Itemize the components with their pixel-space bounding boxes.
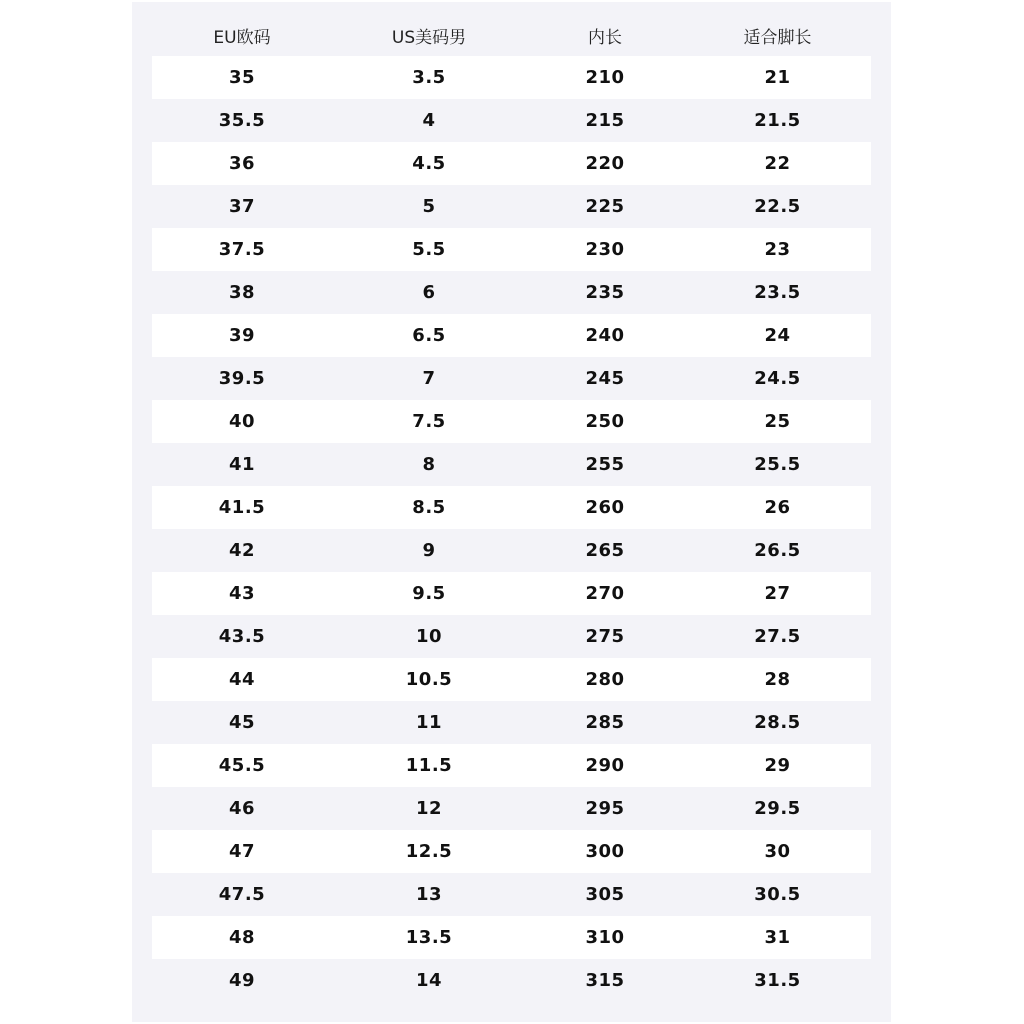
cell-inner-length: 240 bbox=[585, 325, 625, 346]
cell-foot-length: 23.5 bbox=[754, 282, 801, 303]
table-row bbox=[152, 185, 871, 228]
cell-us-mens-size: 14 bbox=[415, 970, 443, 991]
cell-us-mens-size: 8 bbox=[422, 454, 436, 475]
cell-foot-length: 21 bbox=[764, 67, 791, 88]
cell-eu-size: 42 bbox=[228, 540, 256, 561]
cell-foot-length: 26.5 bbox=[754, 540, 801, 561]
table-row bbox=[152, 959, 871, 1002]
header-foot-length: 适合脚长 bbox=[743, 27, 812, 48]
cell-eu-size: 45 bbox=[228, 712, 256, 733]
cell-eu-size: 43.5 bbox=[218, 626, 266, 647]
cell-foot-length: 25 bbox=[764, 411, 791, 432]
cell-foot-length: 27 bbox=[764, 583, 791, 604]
cell-us-mens-size: 13.5 bbox=[405, 927, 453, 948]
table-row bbox=[152, 916, 871, 959]
cell-eu-size: 37 bbox=[228, 196, 256, 217]
cell-foot-length: 29.5 bbox=[754, 798, 801, 819]
cell-inner-length: 230 bbox=[585, 239, 625, 260]
cell-us-mens-size: 8.5 bbox=[412, 497, 446, 518]
cell-eu-size: 41.5 bbox=[218, 497, 266, 518]
cell-us-mens-size: 3.5 bbox=[412, 67, 446, 88]
table-row bbox=[152, 142, 871, 185]
cell-eu-size: 36 bbox=[228, 153, 256, 174]
cell-inner-length: 265 bbox=[585, 540, 625, 561]
table-row bbox=[152, 658, 871, 701]
cell-eu-size: 45.5 bbox=[218, 755, 266, 776]
cell-foot-length: 25.5 bbox=[754, 454, 801, 475]
table-row bbox=[152, 787, 871, 830]
cell-eu-size: 47.5 bbox=[218, 884, 266, 905]
cell-us-mens-size: 10.5 bbox=[405, 669, 453, 690]
header-us-mens-size: US美码男 bbox=[391, 27, 467, 48]
cell-inner-length: 260 bbox=[585, 497, 625, 518]
table-row bbox=[152, 228, 871, 271]
cell-us-mens-size: 6.5 bbox=[412, 325, 446, 346]
cell-eu-size: 48 bbox=[228, 927, 256, 948]
cell-inner-length: 210 bbox=[585, 67, 625, 88]
cell-foot-length: 31 bbox=[764, 927, 791, 948]
cell-foot-length: 31.5 bbox=[754, 970, 801, 991]
cell-inner-length: 275 bbox=[585, 626, 625, 647]
cell-us-mens-size: 11 bbox=[415, 712, 443, 733]
cell-inner-length: 300 bbox=[585, 841, 625, 862]
cell-inner-length: 315 bbox=[585, 970, 625, 991]
cell-eu-size: 47 bbox=[228, 841, 256, 862]
table-row bbox=[152, 830, 871, 873]
cell-foot-length: 28.5 bbox=[754, 712, 801, 733]
header-inner-length: 内长 bbox=[588, 27, 622, 48]
cell-inner-length: 235 bbox=[585, 282, 625, 303]
cell-us-mens-size: 12.5 bbox=[405, 841, 453, 862]
table-row bbox=[152, 873, 871, 916]
cell-eu-size: 39.5 bbox=[218, 368, 266, 389]
table-row bbox=[152, 529, 871, 572]
cell-us-mens-size: 12 bbox=[415, 798, 443, 819]
cell-inner-length: 220 bbox=[585, 153, 625, 174]
cell-eu-size: 49 bbox=[228, 970, 256, 991]
cell-us-mens-size: 9 bbox=[422, 540, 436, 561]
cell-eu-size: 37.5 bbox=[218, 239, 266, 260]
cell-us-mens-size: 11.5 bbox=[405, 755, 453, 776]
table-row bbox=[152, 314, 871, 357]
size-chart-panel bbox=[132, 2, 891, 1022]
cell-eu-size: 41 bbox=[228, 454, 256, 475]
cell-eu-size: 44 bbox=[228, 669, 256, 690]
cell-us-mens-size: 4.5 bbox=[412, 153, 446, 174]
table-row bbox=[152, 99, 871, 142]
table-row bbox=[152, 443, 871, 486]
cell-us-mens-size: 4 bbox=[422, 110, 436, 131]
cell-foot-length: 24.5 bbox=[754, 368, 801, 389]
cell-foot-length: 29 bbox=[764, 755, 791, 776]
cell-us-mens-size: 5.5 bbox=[412, 239, 446, 260]
cell-inner-length: 310 bbox=[585, 927, 625, 948]
table-row bbox=[152, 701, 871, 744]
size-chart-table bbox=[152, 14, 871, 1002]
cell-inner-length: 245 bbox=[585, 368, 625, 389]
cell-foot-length: 22.5 bbox=[754, 196, 801, 217]
cell-inner-length: 255 bbox=[585, 454, 625, 475]
cell-eu-size: 40 bbox=[228, 411, 256, 432]
cell-inner-length: 285 bbox=[585, 712, 625, 733]
cell-foot-length: 30.5 bbox=[754, 884, 801, 905]
cell-us-mens-size: 13 bbox=[415, 884, 443, 905]
cell-eu-size: 46 bbox=[228, 798, 256, 819]
table-row bbox=[152, 400, 871, 443]
cell-eu-size: 43 bbox=[228, 583, 256, 604]
cell-eu-size: 38 bbox=[228, 282, 256, 303]
cell-inner-length: 290 bbox=[585, 755, 625, 776]
cell-us-mens-size: 7.5 bbox=[412, 411, 446, 432]
table-row bbox=[152, 56, 871, 99]
cell-eu-size: 35 bbox=[228, 67, 256, 88]
cell-eu-size: 39 bbox=[228, 325, 256, 346]
cell-inner-length: 305 bbox=[585, 884, 625, 905]
header-eu-size: EU欧码 bbox=[213, 27, 271, 48]
cell-foot-length: 30 bbox=[764, 841, 791, 862]
cell-us-mens-size: 10 bbox=[415, 626, 443, 647]
cell-eu-size: 35.5 bbox=[218, 110, 266, 131]
table-row bbox=[152, 357, 871, 400]
table-header-row bbox=[152, 14, 871, 56]
cell-inner-length: 250 bbox=[585, 411, 625, 432]
cell-us-mens-size: 7 bbox=[422, 368, 436, 389]
table-row bbox=[152, 486, 871, 529]
table-row bbox=[152, 744, 871, 787]
table-body bbox=[152, 56, 871, 1002]
cell-foot-length: 22 bbox=[764, 153, 791, 174]
cell-foot-length: 23 bbox=[764, 239, 791, 260]
cell-foot-length: 26 bbox=[764, 497, 791, 518]
cell-inner-length: 225 bbox=[585, 196, 625, 217]
cell-us-mens-size: 6 bbox=[422, 282, 436, 303]
cell-foot-length: 24 bbox=[764, 325, 791, 346]
table-row bbox=[152, 572, 871, 615]
cell-us-mens-size: 5 bbox=[422, 196, 436, 217]
cell-inner-length: 215 bbox=[585, 110, 625, 131]
cell-inner-length: 270 bbox=[585, 583, 625, 604]
table-row bbox=[152, 615, 871, 658]
cell-us-mens-size: 9.5 bbox=[412, 583, 446, 604]
cell-foot-length: 21.5 bbox=[754, 110, 801, 131]
cell-foot-length: 27.5 bbox=[754, 626, 801, 647]
cell-foot-length: 28 bbox=[764, 669, 791, 690]
cell-inner-length: 295 bbox=[585, 798, 625, 819]
table-row bbox=[152, 271, 871, 314]
cell-inner-length: 280 bbox=[585, 669, 625, 690]
